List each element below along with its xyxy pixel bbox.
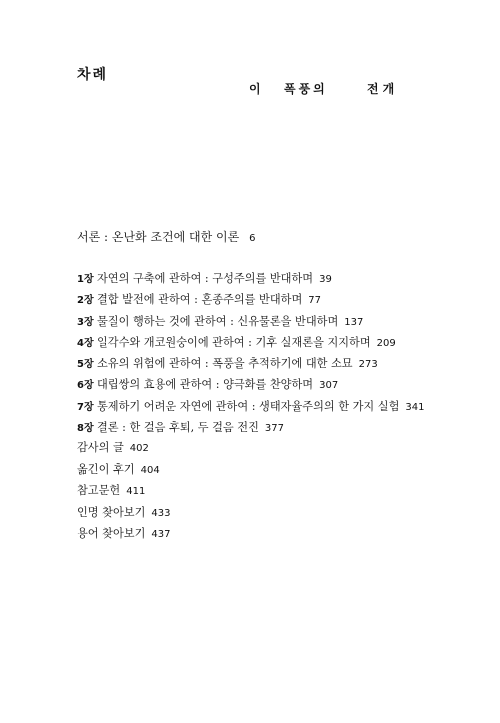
chapter-number: 3장 (77, 316, 94, 328)
entry-title: 결합 발전에 관하여 : 혼종주의를 반대하며 (97, 293, 303, 307)
toc-entry-chapter (77, 289, 425, 310)
chapter-number: 8장 (77, 423, 94, 435)
toc-entry-chapter (77, 353, 425, 374)
chapter-number: 2장 (77, 295, 94, 307)
toc-entry-chapter (77, 311, 425, 332)
toc-heading: 차례 (77, 67, 109, 83)
toc-entry-backmatter (77, 437, 171, 459)
entry-page-number: 39 (319, 274, 332, 285)
entry-page-number: 341 (405, 401, 425, 413)
entry-title: 인명 찾아보기 (77, 505, 146, 519)
entry-title: 서론 : 온난화 조건에 대한 이론 (77, 230, 240, 244)
entry-page-number: 377 (264, 423, 284, 435)
toc-entry-chapter (77, 268, 425, 289)
entry-page-number: 411 (126, 486, 146, 498)
entry-title: 물질이 행하는 것에 관하여 : 신유물론을 반대하며 (97, 314, 339, 328)
entry-page-number: 273 (358, 359, 378, 371)
entry-page-number: 433 (151, 507, 171, 519)
entry-page-number: 137 (344, 316, 364, 328)
running-title-word: 폭풍의 (284, 82, 328, 96)
entry-page-number: 404 (140, 464, 160, 476)
chapter-number: 6장 (77, 380, 94, 392)
entry-title: 결론 : 한 걸음 후퇴, 두 걸음 전진 (97, 421, 259, 435)
entry-title: 소유의 위험에 관하여 : 폭풍을 추적하기에 대한 소묘 (97, 357, 353, 371)
entry-page-number: 77 (308, 295, 322, 307)
running-title-word: 이 (249, 82, 261, 96)
entry-page-number: 307 (319, 380, 339, 392)
toc-entry-intro (77, 228, 255, 245)
entry-title: 옮긴이 후기 (77, 462, 135, 476)
entry-title: 자연의 구축에 관하여 : 구성주의를 반대하며 (97, 272, 314, 285)
chapter-number: 7장 (77, 401, 94, 413)
toc-entry-backmatter (77, 502, 171, 524)
backmatter-list (77, 437, 171, 545)
toc-entry-chapter (77, 332, 425, 353)
toc-entry-chapter (77, 396, 425, 417)
chapter-number: 1장 (77, 274, 94, 285)
toc-entry-chapter (77, 374, 425, 395)
entry-title: 통제하기 어려운 자연에 관하여 : 생태자율주의의 한 가지 실험 (97, 399, 400, 413)
toc-entry-backmatter (77, 459, 171, 481)
entry-title: 용어 찾아보기 (77, 527, 146, 541)
chapter-number: 5장 (77, 359, 94, 371)
running-title-word: 전개 (367, 82, 399, 96)
chapter-list (77, 268, 425, 438)
entry-title: 참고문헌 (77, 484, 121, 498)
entry-page-number: 402 (129, 443, 149, 454)
toc-entry-backmatter (77, 523, 171, 545)
toc-entry-backmatter (77, 480, 171, 502)
entry-page-number: 209 (376, 337, 396, 349)
entry-page-number: 437 (151, 529, 171, 541)
toc-entry-chapter (77, 417, 425, 438)
chapter-number: 4장 (77, 337, 94, 349)
entry-title: 일각수와 개코원숭이에 관하여 : 기후 실재론을 지지하며 (97, 335, 371, 349)
entry-title: 대립쌍의 효용에 관하여 : 양극화를 찬양하며 (97, 378, 314, 392)
entry-title: 감사의 글 (77, 441, 124, 454)
entry-page-number: 6 (249, 233, 256, 244)
